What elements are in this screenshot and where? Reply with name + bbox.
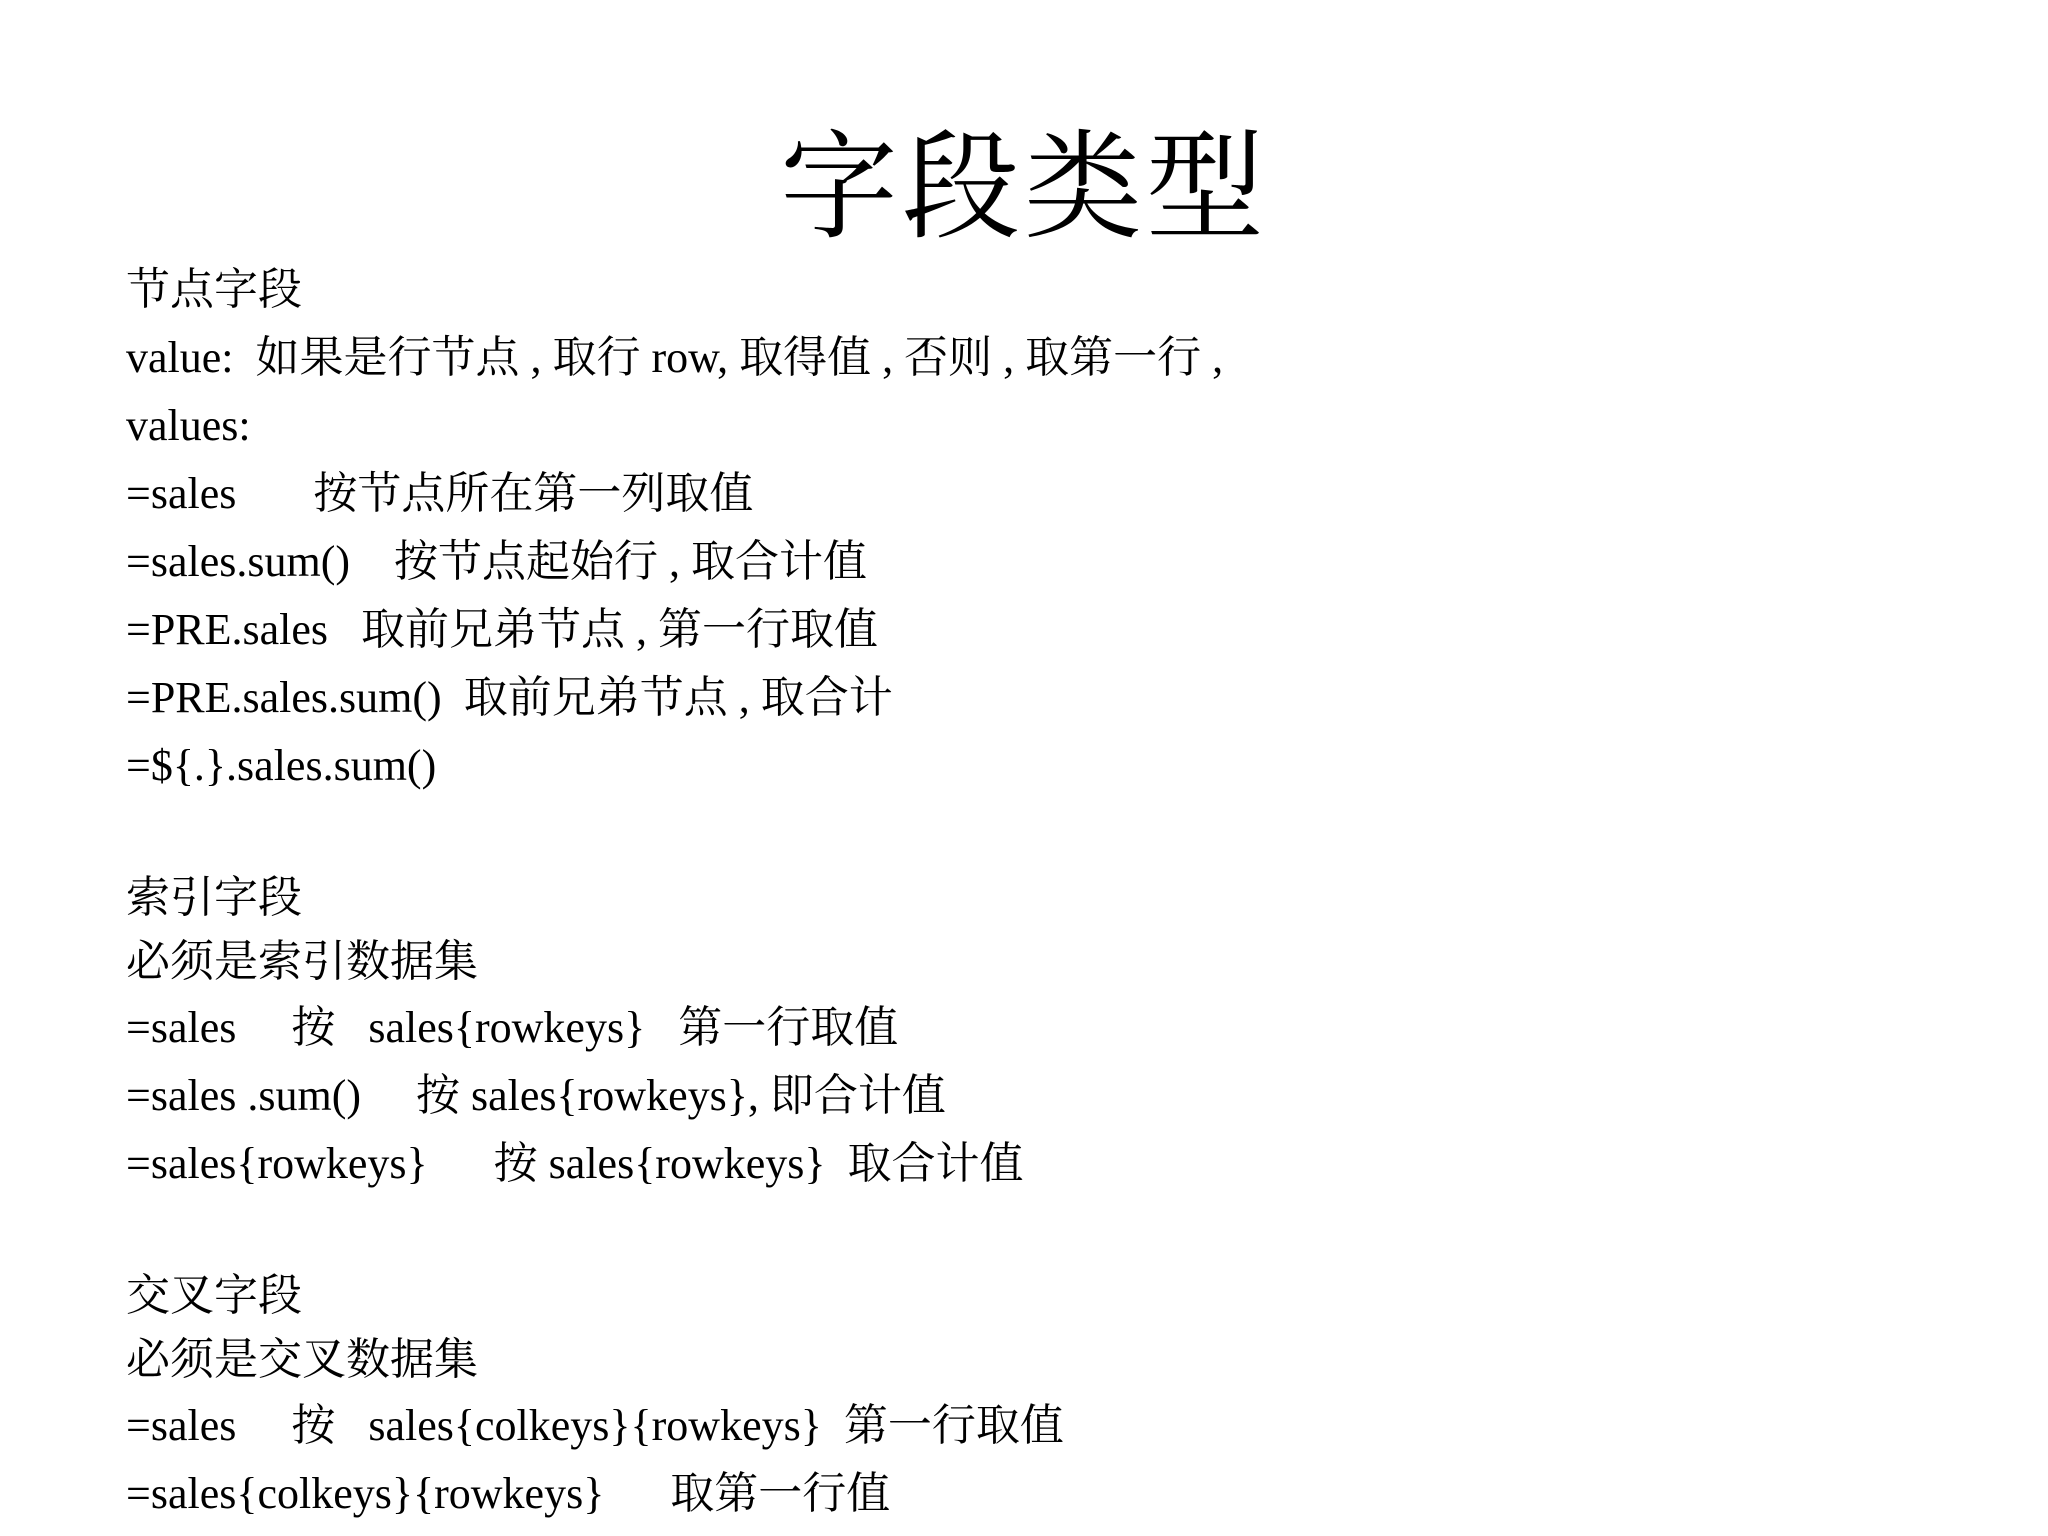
index-section-note: 必须是索引数据集: [126, 937, 478, 986]
section-spacer: [126, 800, 1976, 866]
slide-body: [126, 256, 1976, 1528]
node-line-values: values:: [126, 401, 251, 450]
node-line-sales: =sales 按节点所在第一列取值: [126, 469, 754, 518]
node-line-pre-sales: =PRE.sales 取前兄弟节点 , 第一行取值: [126, 605, 879, 654]
cross-line-sales-keys: =sales{colkeys}{rowkeys} 取第一行值: [126, 1469, 891, 1518]
node-line-pre-sales-sum: =PRE.sales.sum() 取前兄弟节点 , 取合计: [126, 673, 893, 722]
node-line-sales-sum: =sales.sum() 按节点起始行 , 取合计值: [126, 537, 867, 586]
slide-title: 字段类型: [779, 118, 1268, 256]
node-line-self-sales-sum: =${.}.sales.sum(): [126, 741, 437, 790]
cross-section-heading: 交叉字段: [126, 1271, 302, 1320]
index-line-sales: =sales 按 sales{rowkeys} 第一行取值: [126, 1003, 899, 1052]
node-line-value: value: 如果是行节点 , 取行 row, 取得值 , 否则 , 取第一行 ,: [126, 333, 1224, 382]
cross-line-sales: =sales 按 sales{colkeys}{rowkeys} 第一行取值: [126, 1401, 1064, 1450]
index-line-sales-rowkeys: =sales{rowkeys} 按 sales{rowkeys} 取合计值: [126, 1139, 1024, 1188]
node-section-heading: 节点字段: [126, 265, 302, 314]
index-section-heading: 索引字段: [126, 873, 302, 922]
section-spacer: [126, 1198, 1976, 1264]
cross-section-note: 必须是交叉数据集: [126, 1335, 478, 1384]
index-line-sales-sum: =sales .sum() 按 sales{rowkeys}, 即合计值: [126, 1071, 946, 1120]
